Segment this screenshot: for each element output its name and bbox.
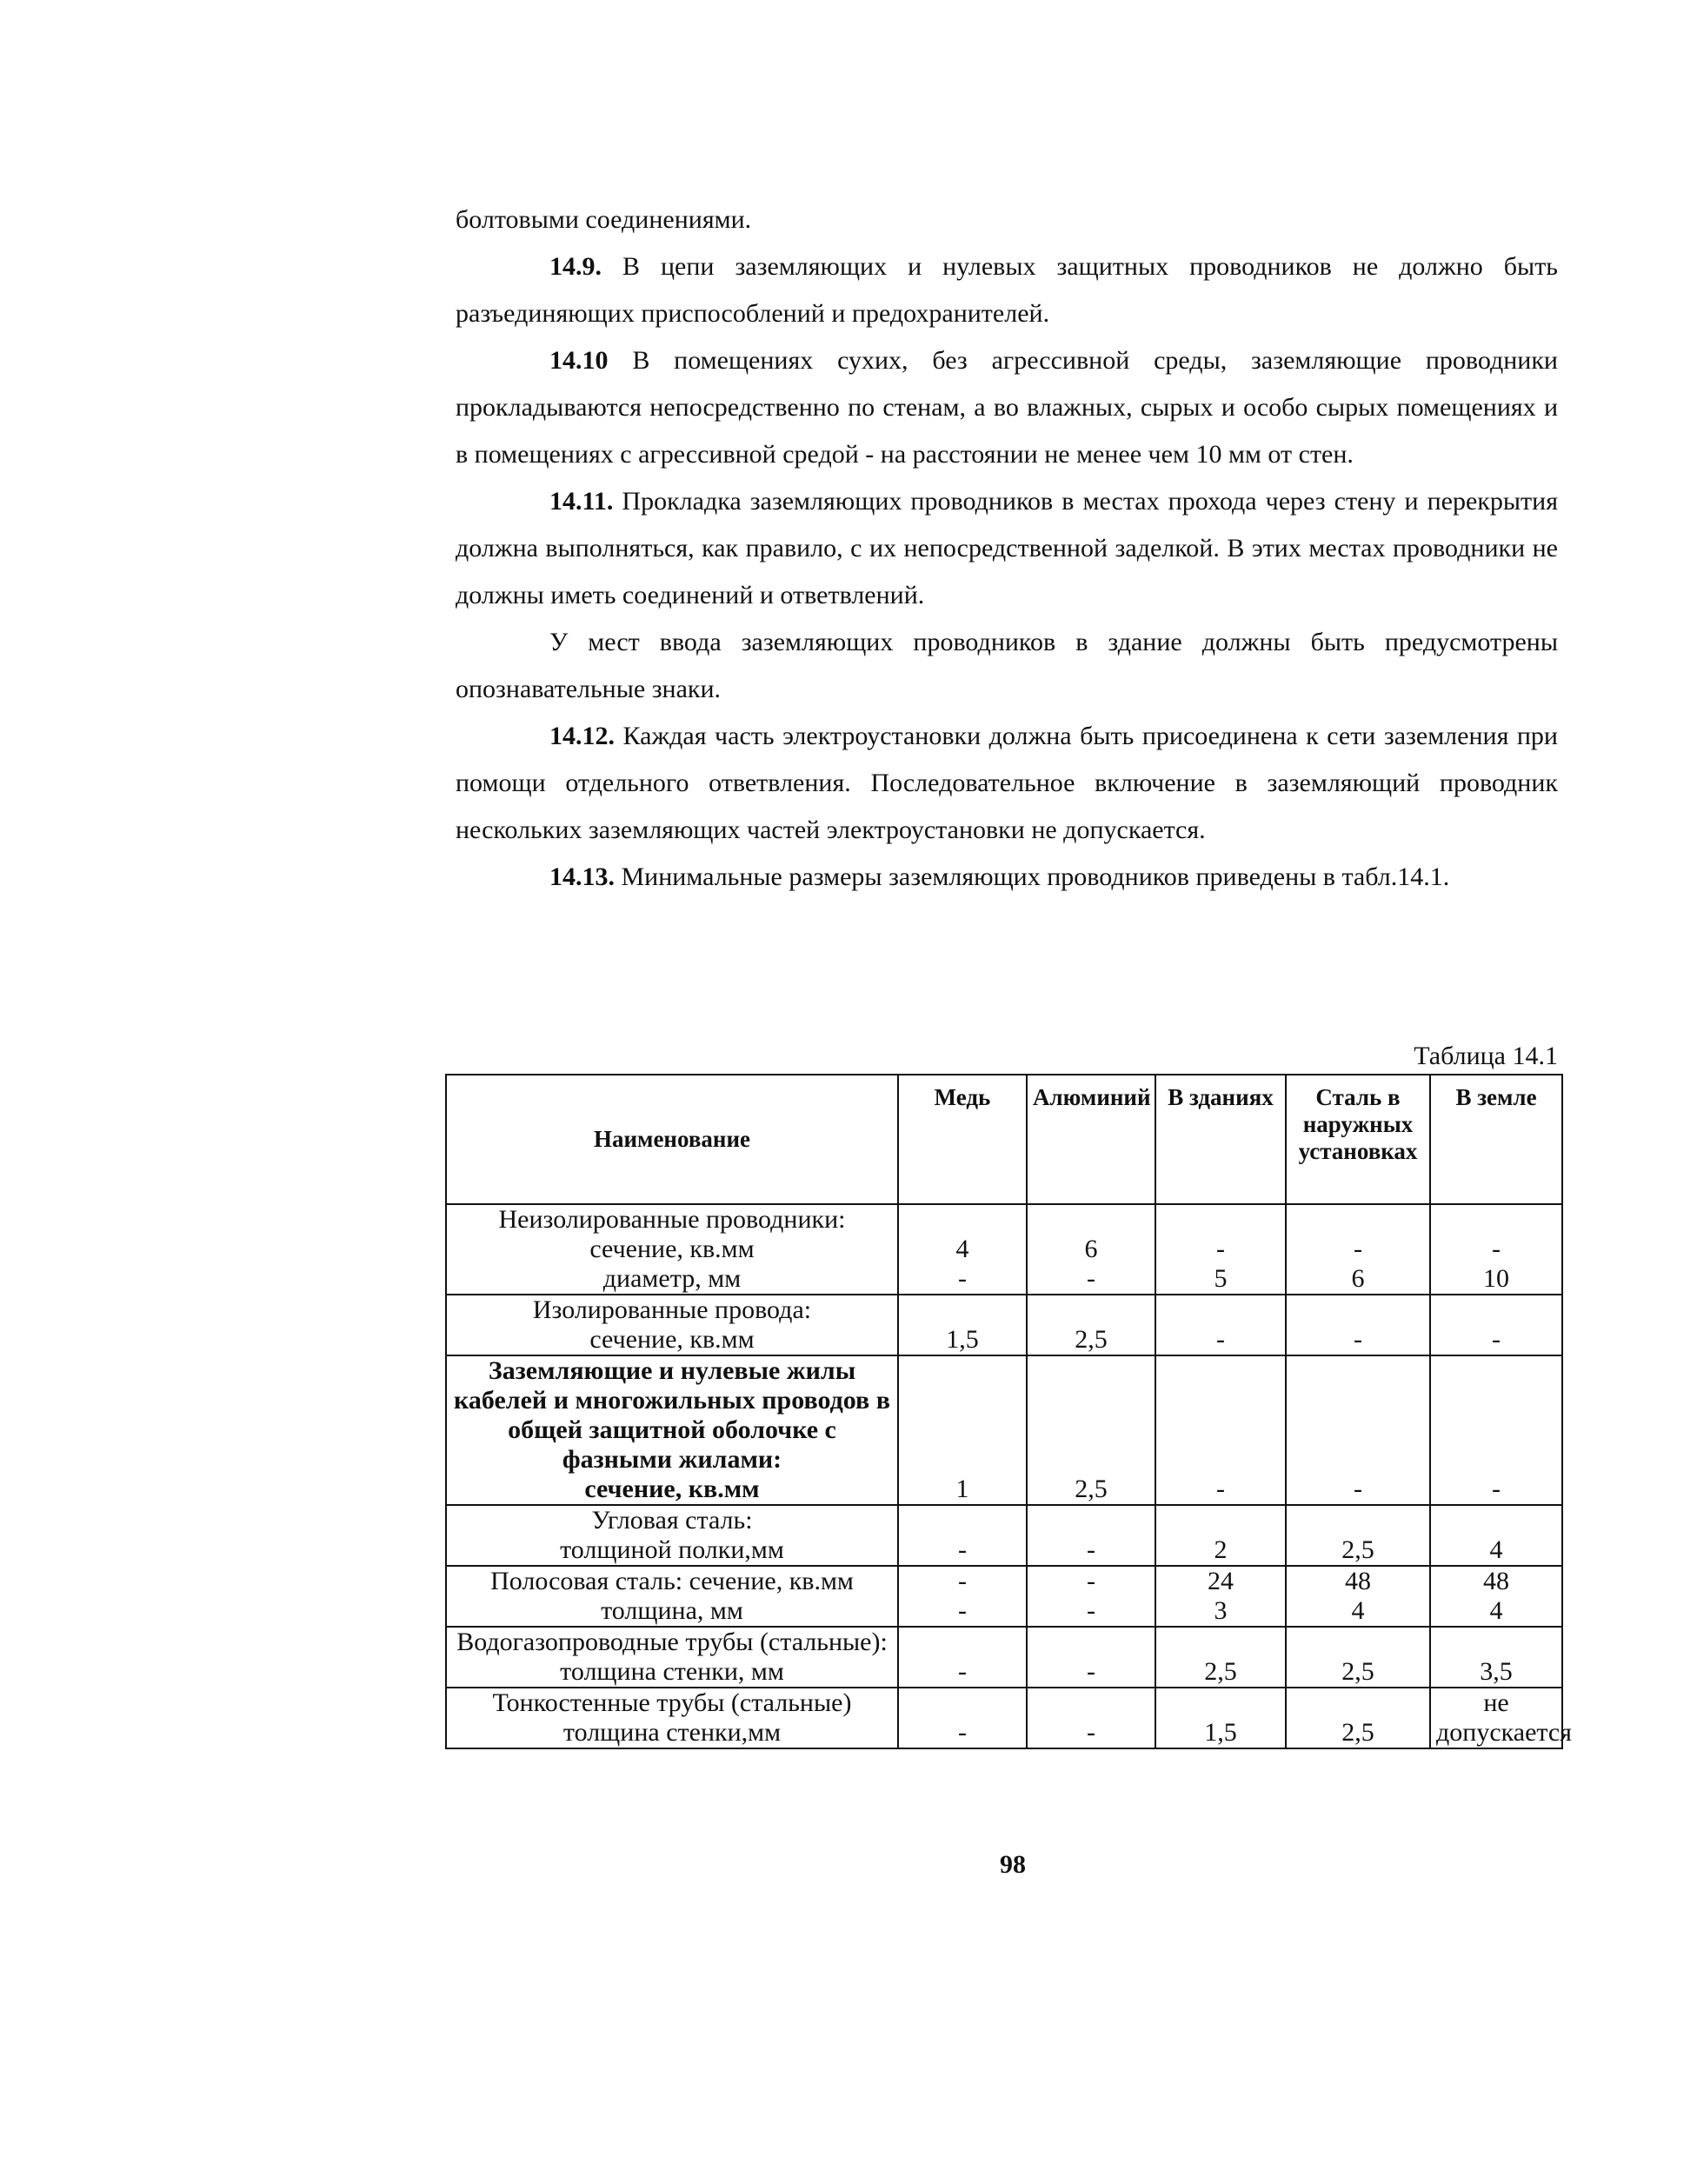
value-cell (898, 1355, 1027, 1505)
table-row (446, 1627, 1562, 1688)
value-cell (1286, 1627, 1430, 1688)
cell-value: - (958, 1657, 967, 1686)
table-row (446, 1355, 1562, 1505)
table-header-row (446, 1075, 1562, 1204)
cell-value: 1,5 (1204, 1718, 1237, 1747)
paragraph-text: Каждая часть электроустановки должна быть присоединена к сети заземления при помощи отдельного ответвления. Последовательное включение в заземляющий проводник нескольких заземляющих частей электроустановки не допускается. (456, 722, 1558, 844)
paragraph-text: Минимальные размеры заземляющих проводников приведены в табл.14.1. (615, 862, 1450, 891)
paragraph-14-11 (456, 478, 1558, 619)
table-row (446, 1566, 1562, 1627)
clause-number: 14.13. (549, 862, 615, 891)
cell-value: - (1354, 1475, 1362, 1503)
value-cell (1286, 1688, 1430, 1748)
paragraph-text: В помещениях сухих, без агрессивной среды, заземляющие проводники прокладываются непосредственно по стенам, а во влажных, сырых и особо сырых помещениях и в помещениях с агрессивной средой - на расстоянии не менее чем 10 мм от стен. (456, 346, 1558, 469)
value-cell (1155, 1204, 1286, 1295)
body-text (456, 196, 1558, 901)
cell-value: - (1087, 1264, 1095, 1293)
value-cell (1286, 1505, 1430, 1566)
clause-number: 14.10 (549, 346, 609, 375)
value-cell (1430, 1627, 1562, 1688)
table-row (446, 1295, 1562, 1355)
row-name-cell (446, 1566, 898, 1627)
cell-value: 6 (1351, 1264, 1365, 1293)
value-cell (898, 1295, 1027, 1355)
column-header: В зданиях (1155, 1075, 1286, 1204)
paragraph-text: болтовыми соединениями. (456, 205, 752, 234)
value-cell (1286, 1204, 1430, 1295)
row-name-line: Угловая сталь: (591, 1506, 753, 1535)
page-number: 98 (1000, 1850, 1026, 1879)
value-cell (1430, 1204, 1562, 1295)
row-name-line: Неизолированные проводники: (498, 1205, 846, 1234)
row-name-line: толщина, мм (601, 1596, 743, 1625)
row-name-cell (446, 1355, 898, 1505)
value-cell (1430, 1355, 1562, 1505)
paragraph-14-10 (456, 337, 1558, 478)
value-cell (1286, 1566, 1430, 1627)
paragraph-text: У мест ввода заземляющих проводников в здание должны быть предусмотрены опознавательные знаки. (456, 628, 1558, 703)
cell-value: - (1492, 1325, 1501, 1354)
cell-value: - (1087, 1657, 1095, 1686)
column-header: Алюминий (1027, 1075, 1155, 1204)
row-name-line: Тонкостенные трубы (стальные) (492, 1688, 852, 1717)
value-cell (898, 1688, 1027, 1748)
cell-value: 4 (1489, 1535, 1503, 1564)
row-name-line: сечение, кв.мм (589, 1235, 755, 1263)
row-name-line: толщиной полки,мм (560, 1535, 784, 1564)
value-cell (1430, 1566, 1562, 1627)
cell-value: - (958, 1535, 967, 1564)
clause-number: 14.12. (549, 722, 615, 750)
cell-value: 5 (1214, 1264, 1228, 1293)
cell-value: 10 (1483, 1264, 1509, 1293)
clause-number: 14.11. (549, 487, 614, 516)
table-caption: Таблица 14.1 (1414, 1042, 1558, 1070)
value-cell (898, 1566, 1027, 1627)
value-cell (1155, 1295, 1286, 1355)
cell-value: 6 (1084, 1235, 1098, 1263)
table-row (446, 1688, 1562, 1748)
cell-value: 1,5 (946, 1325, 979, 1354)
table-row (446, 1204, 1562, 1295)
value-cell (1430, 1505, 1562, 1566)
cell-value: 2,5 (1341, 1718, 1374, 1747)
table-row (446, 1505, 1562, 1566)
cell-value: 48 (1345, 1567, 1371, 1595)
paragraph-entry-marks (456, 619, 1558, 713)
paragraph-14-9 (456, 243, 1558, 337)
row-name-line: толщина стенки, мм (560, 1657, 784, 1686)
cell-value: 2,5 (1075, 1325, 1108, 1354)
cell-value: - (1354, 1325, 1362, 1354)
cell-value: - (958, 1596, 967, 1625)
row-name-cell (446, 1505, 898, 1566)
value-cell (898, 1627, 1027, 1688)
row-name-line: толщина стенки,мм (562, 1718, 782, 1747)
value-cell (1430, 1688, 1572, 1748)
row-name-line: Полосовая сталь: сечение, кв.мм (490, 1567, 854, 1595)
row-name-line: диаметр, мм (602, 1264, 742, 1293)
value-cell (1155, 1566, 1286, 1627)
cell-value: 3 (1214, 1596, 1228, 1625)
column-header: В земле (1430, 1075, 1562, 1204)
cell-value: 2,5 (1075, 1475, 1108, 1503)
cell-value: - (1087, 1718, 1095, 1747)
value-cell (1027, 1627, 1155, 1688)
table-wrapper (445, 1074, 1572, 1749)
value-cell (1286, 1295, 1430, 1355)
cell-value: - (1087, 1567, 1095, 1595)
row-name-line: Изолированные провода: (532, 1295, 812, 1324)
paragraph-14-13 (456, 854, 1558, 901)
row-name-cell (446, 1688, 898, 1748)
column-header: Медь (898, 1075, 1027, 1204)
row-name-line: сечение, кв.мм (589, 1325, 755, 1354)
cell-value: 1 (955, 1475, 969, 1503)
cell-value: - (1492, 1235, 1501, 1263)
cell-value: - (958, 1718, 967, 1747)
cell-value: - (1492, 1475, 1501, 1503)
cell-value: 2 (1214, 1535, 1228, 1564)
column-header: Наименование (446, 1075, 898, 1204)
value-cell (1155, 1355, 1286, 1505)
cell-value: - (1354, 1235, 1362, 1263)
value-cell (1286, 1355, 1430, 1505)
value-cell (1155, 1627, 1286, 1688)
cell-value: - (1087, 1535, 1095, 1564)
value-cell (1027, 1355, 1155, 1505)
paragraph-text: Прокладка заземляющих проводников в местах прохода через стену и перекрытия должна выполняться, как правило, с их непосредственной заделкой. В этих местах проводники не должны иметь соединений и ответвлений. (456, 487, 1558, 609)
cell-value: - (1216, 1235, 1225, 1263)
value-cell (1155, 1505, 1286, 1566)
cell-value: 2,5 (1204, 1657, 1237, 1686)
value-cell (1027, 1566, 1155, 1627)
cell-value: - (1087, 1596, 1095, 1625)
cell-value: 2,5 (1341, 1535, 1374, 1564)
value-cell (1155, 1688, 1286, 1748)
row-name-cell (446, 1204, 898, 1295)
cell-value: - (958, 1264, 967, 1293)
cell-value: не допускается (1436, 1688, 1572, 1747)
cell-value: 4 (955, 1235, 969, 1263)
value-cell (1027, 1204, 1155, 1295)
row-name-line: Водогазопроводные трубы (стальные): (456, 1628, 888, 1656)
paragraph (456, 196, 1558, 243)
row-name-line: Заземляющие и нулевые жилы кабелей и многожильных проводов в общей защитной оболочке с фазными жилами: (454, 1356, 890, 1474)
grounding-conductors-table (445, 1074, 1572, 1749)
paragraph-14-12 (456, 713, 1558, 854)
value-cell (898, 1204, 1027, 1295)
cell-value: - (958, 1567, 967, 1595)
cell-value: 4 (1351, 1596, 1365, 1625)
cell-value: 3,5 (1480, 1657, 1513, 1686)
paragraph-text: В цепи заземляющих и нулевых защитных проводников не должно быть разъединяющих приспособлений и предохранителей. (456, 252, 1558, 328)
column-header: Сталь в наружных установках (1286, 1075, 1430, 1204)
cell-value: 2,5 (1341, 1657, 1374, 1686)
cell-value: 4 (1489, 1596, 1503, 1625)
value-cell (898, 1505, 1027, 1566)
clause-number: 14.9. (549, 252, 602, 281)
cell-value: - (1216, 1325, 1225, 1354)
cell-value: 24 (1208, 1567, 1234, 1595)
row-name-line: сечение, кв.мм (584, 1475, 760, 1503)
value-cell (1430, 1295, 1562, 1355)
value-cell (1027, 1688, 1155, 1748)
row-name-cell (446, 1627, 898, 1688)
row-name-cell (446, 1295, 898, 1355)
cell-value: - (1216, 1475, 1225, 1503)
value-cell (1027, 1295, 1155, 1355)
value-cell (1027, 1505, 1155, 1566)
cell-value: 48 (1483, 1567, 1509, 1595)
